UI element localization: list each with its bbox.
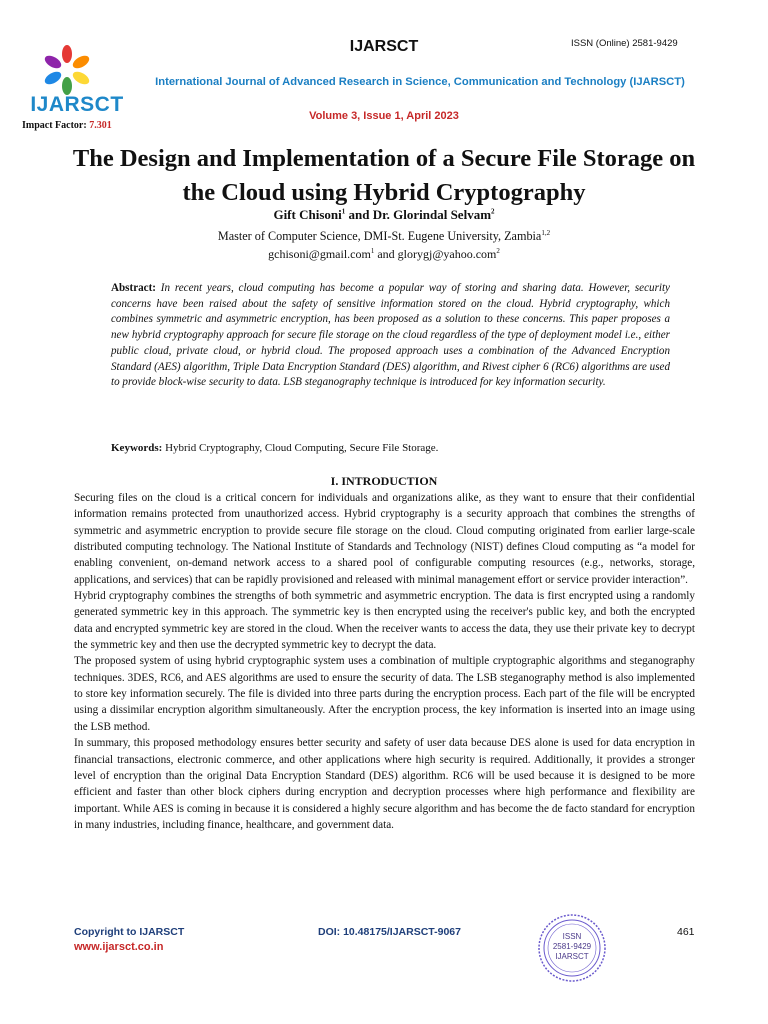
seal-line-1: ISSN <box>562 932 582 941</box>
paragraph: Securing files on the cloud is a critical concern for individuals and organizations alike, as they want to ensure that their confidential information remains protected from unauthorized access. Hybrid cryptography is a security approach that combines the strengths of symmetric and asymmetric encryption to provide secure file storage on the cloud. Cloud computing originated from earlier large-scale distributed computing technology. The National Institute of Standards and Technology (NIST) defines Cloud computing as “a model for enabling convenient, on-demand network access to a shared pool of configurable computing resources (e.g., networks, storage, applications, and services) that can be rapidly provisioned and released with minimal management effort or service provider interaction”. <box>74 492 695 586</box>
paragraph: In summary, this proposed methodology ensures better security and safety of user data because DES alone is used for data encryption in financial transactions, electronic commerce, and other applications where high security is required. Additionally, it provides a stronger level of encryption than the original Data Encryption Standard (DES) algorithm. RC6 will be used because it is designed to be more efficient and faster than other block ciphers during encryption and decryption processes where high performance and flexibility are important. While AES is coming in because it is considered a highly secure algorithm and has become the de facto standard for encryption in many industries, including finance, healthcare, and government data. <box>74 737 695 831</box>
seal-line-2: 2581-9429 <box>552 942 592 951</box>
issn-online: ISSN (Online) 2581-9429 <box>571 38 678 49</box>
seal-text <box>537 932 607 962</box>
email-conjunction: and <box>374 247 398 261</box>
page-number: 461 <box>677 926 695 938</box>
emails <box>0 247 768 262</box>
authors <box>0 207 768 223</box>
email-1[interactable]: gchisoni@gmail.com <box>268 247 371 261</box>
email-1-sup: 1 <box>370 247 375 255</box>
affiliation-sup: 1,2 <box>541 229 551 237</box>
impact-label: Impact Factor: <box>22 120 87 131</box>
email-2-sup: 2 <box>496 247 500 255</box>
author-2-sup: 2 <box>491 207 495 216</box>
author-1: Gift Chisoni <box>273 207 342 222</box>
journal-short-name: IJARSCT <box>349 38 419 55</box>
body-text <box>74 490 695 833</box>
keywords-label: Keywords: <box>111 442 163 454</box>
affiliation <box>0 229 768 244</box>
keywords <box>111 442 670 454</box>
author-conjunction: and <box>345 207 373 222</box>
abstract-label: Abstract: <box>111 282 156 294</box>
affiliation-text: Master of Computer Science, DMI-St. Eugene University, Zambia <box>217 229 542 244</box>
keywords-text: Hybrid Cryptography, Cloud Computing, Secure File Storage. <box>165 442 439 454</box>
paragraph: Hybrid cryptography combines the strengths of both symmetric and asymmetric encryption. The data is first encrypted using a randomly generated symmetric key in this approach. The symmetric key is then encrypted using the receiver's public key, and both the encrypted data and encrypted symmetric key are stored in the cloud. When the receiver wants to access the data, they use their private key to decrypt the symmetric key and then use the decrypted symmetric key to decrypt the data. <box>74 590 695 652</box>
abstract-text: In recent years, cloud computing has become a popular way of storing and sharing data. However, security concerns have been raised about the safety of sensitive information stored on the cloud. Hybrid cryptography, which combines symmetric and asymmetric encryption, has been proposed as a solution to these concerns. This paper proposes a new hybrid cryptography approach for secure file storage on the cloud regardless of the type of deployment model i.e., either public cloud, private cloud, or hybrid cloud. The proposed approach uses a combination of the Advanced Encryption Standard (AES) algorithm, Triple Data Encryption Standard (DES) algorithm, and Rivest cipher 6 (RC6) algorithms are used to provide block-wise security to data. LSB steganography technique is introduced for key information security. <box>111 282 670 389</box>
journal-full-name: International Journal of Advanced Research in Science, Communication and Technology (IJARSCT) <box>155 76 685 88</box>
website-link[interactable]: www.ijarsct.co.in <box>74 941 164 953</box>
copyright: Copyright to IJARSCT <box>74 926 185 938</box>
abstract <box>111 281 670 391</box>
paper-title: The Design and Implementation of a Secure File Storage on the Cloud using Hybrid Cryptography <box>72 145 696 206</box>
author-1-sup: 1 <box>341 207 346 216</box>
paragraph: The proposed system of using hybrid cryptographic system uses a combination of multiple cryptographic algorithms and steganography techniques. 3DES, RC6, and AES algorithms are used to ensure the security of data. The LSB steganography method is also implemented to store key information securely. The file is divided into three parts during the encryption process. Each part of the file will be encrypted using a dissimilar encryption algorithm simultaneously. After the encryption process, the key information is inserted into an image using the LSB method. <box>74 655 695 733</box>
section-heading: I. INTRODUCTION <box>330 474 438 488</box>
author-2: Dr. Glorindal Selvam <box>372 207 492 222</box>
logo-text: IJARSCT <box>30 93 124 116</box>
impact-value: 7.301 <box>89 120 112 131</box>
seal-line-3: IJARSCT <box>555 952 589 961</box>
email-2[interactable]: glorygj@yahoo.com <box>397 247 497 261</box>
volume-issue: Volume 3, Issue 1, April 2023 <box>309 110 459 122</box>
doi-link[interactable]: DOI: 10.48175/IJARSCT-9067 <box>318 926 461 938</box>
